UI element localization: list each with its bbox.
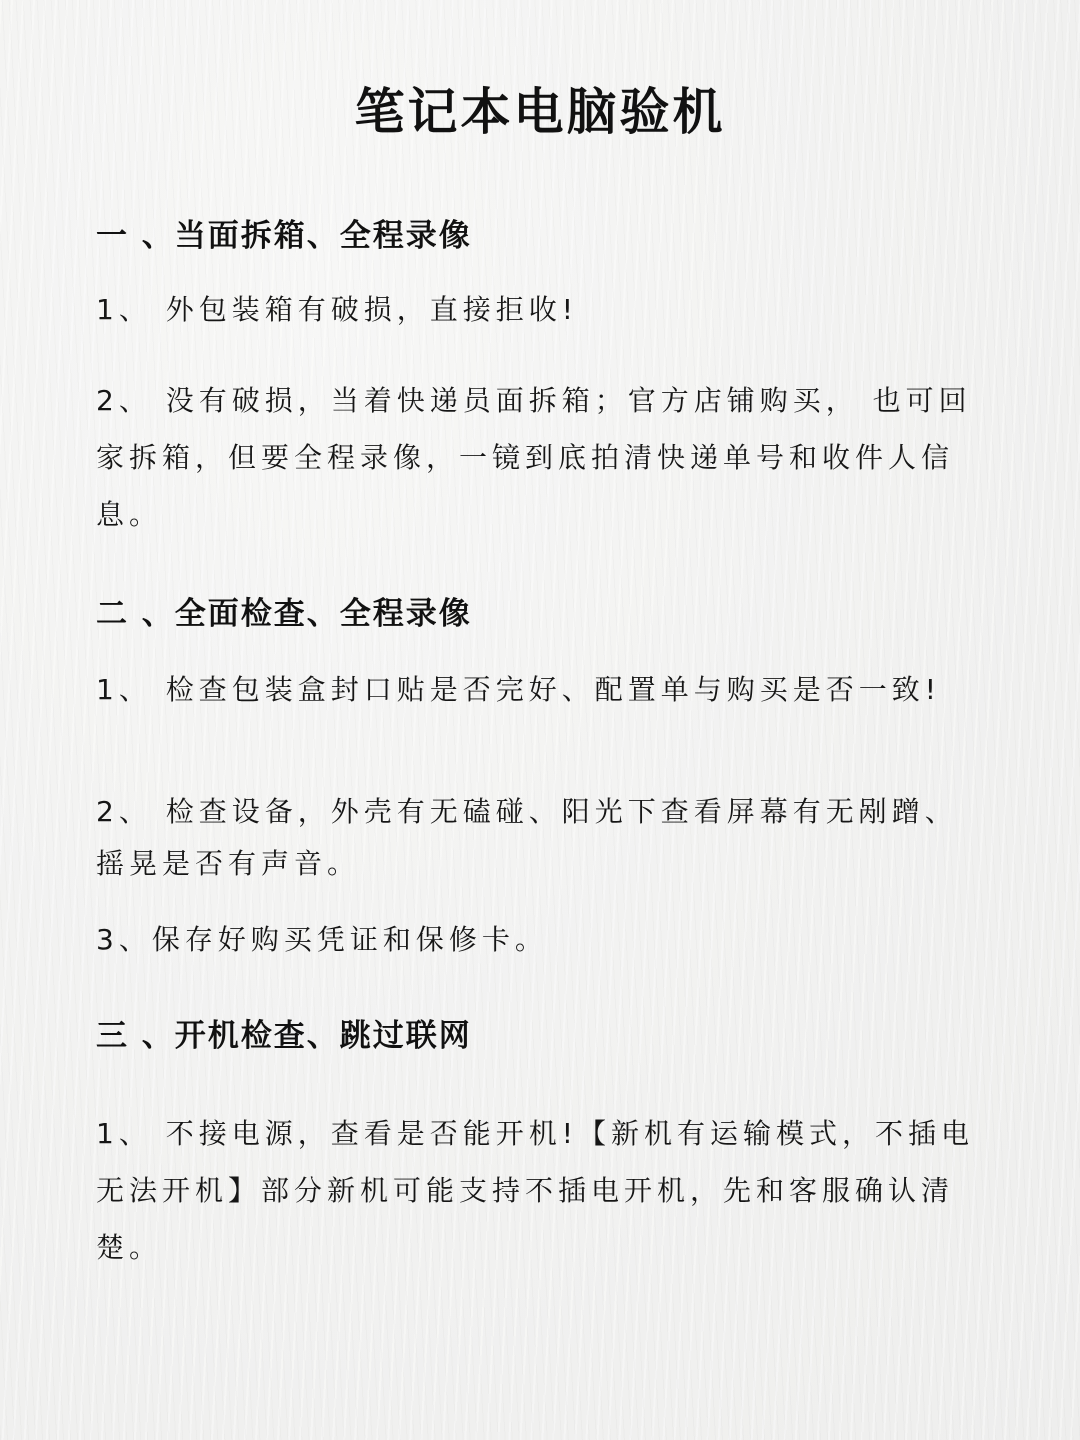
- section-2-item-2: 2、 检查设备，外壳有无磕碰、阳光下查看屏幕有无剐蹭、摇晃是否有声音。: [96, 795, 958, 880]
- section-1-item-1: 1、 外包装箱有破损，直接拒收!: [96, 293, 578, 326]
- section-2-item-3: 3、保存好购买凭证和保修卡。: [96, 923, 548, 956]
- section-heading-3: 三 、开机检查、跳过联网: [96, 1018, 472, 1054]
- section-3-item-1: 1、 不接电源，查看是否能开机!【新机有运输模式，不插电无法开机】部分新机可能支持不插电开机，先和客服确认清楚。: [96, 1117, 974, 1264]
- section-heading-2: 二 、全面检查、全程录像: [96, 596, 472, 632]
- section-1-item-2: 2、 没有破损，当着快递员面拆箱；官方店铺购买， 也可回家拆箱，但要全程录像，一镜到底拍清快递单号和收件人信息。: [96, 384, 972, 531]
- section-2-item-1: 1、 检查包装盒封口贴是否完好、配置单与购买是否一致!: [96, 673, 941, 706]
- section-heading-1: 一 、当面拆箱、全程录像: [96, 218, 472, 254]
- page-title: 笔记本电脑验机: [354, 83, 726, 141]
